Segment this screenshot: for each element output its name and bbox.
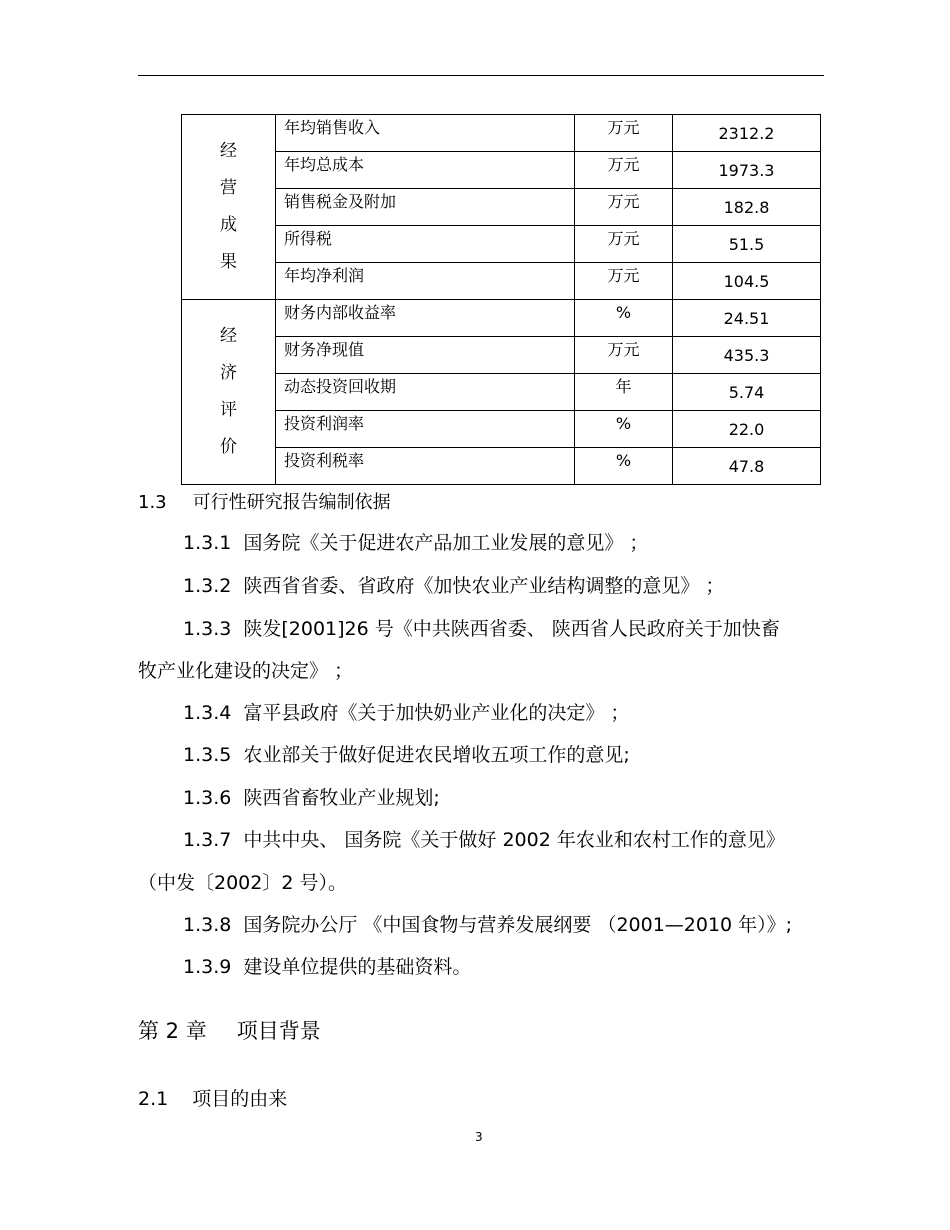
list-item-continuation: 牧产业化建设的决定》 ； [138, 660, 354, 682]
table-row [182, 411, 821, 448]
section-heading-2-1 [138, 1087, 287, 1111]
value-cell: 51.5 [673, 226, 821, 263]
group-label-char: 济 [220, 363, 237, 383]
list-item [183, 955, 471, 979]
item-text: 建设单位提供的基础资料。 [243, 956, 472, 978]
list-item [183, 574, 724, 598]
chapter-title: 项目背景 [236, 1019, 321, 1043]
item-number: 1.3.6 [183, 787, 232, 809]
item-cell: 所得税 [276, 226, 575, 263]
item-cell: 年均销售收入 [276, 115, 575, 152]
item-cell: 动态投资回收期 [276, 374, 575, 411]
group-label-char: 评 [220, 400, 237, 420]
group-label-char: 经 [220, 326, 237, 346]
item-cell: 销售税金及附加 [276, 189, 575, 226]
value-cell: 24.51 [673, 300, 821, 337]
list-item [183, 913, 792, 937]
table-row [182, 300, 821, 337]
group-label-economic-evaluation [182, 300, 276, 485]
table-row [182, 226, 821, 263]
table-row [182, 337, 821, 374]
chapter-number: 第 2 章 [138, 1019, 207, 1043]
item-number: 1.3.3 [183, 618, 232, 640]
item-number: 1.3.2 [183, 575, 232, 597]
unit-cell: 年 [575, 374, 673, 411]
item-text: 陕西省畜牧业产业规划; [243, 787, 440, 809]
item-cell: 投资利税率 [276, 448, 575, 485]
value-cell: 2312.2 [673, 115, 821, 152]
unit-cell: 万元 [575, 152, 673, 189]
item-text: 农业部关于做好促进农民增收五项工作的意见; [243, 744, 630, 766]
economic-summary-table [181, 114, 821, 485]
item-text: 国务院办公厅 《中国食物与营养发展纲要 （2001—2010 年）》; [243, 914, 793, 936]
value-cell: 47.8 [673, 448, 821, 485]
value-cell: 104.5 [673, 263, 821, 300]
value-cell: 5.74 [673, 374, 821, 411]
header-rule [138, 75, 824, 76]
item-cell: 年均总成本 [276, 152, 575, 189]
list-item [183, 786, 440, 810]
table-row [182, 189, 821, 226]
item-number: 1.3.5 [183, 744, 232, 766]
item-number: 1.3.4 [183, 702, 232, 724]
list-item [183, 617, 780, 641]
unit-cell: 万元 [575, 189, 673, 226]
list-item [183, 701, 629, 725]
item-cell: 年均净利润 [276, 263, 575, 300]
group-label-operating-results [182, 115, 276, 300]
unit-cell: 万元 [575, 115, 673, 152]
list-item-continuation: （中发〔2002〕2 号）。 [138, 872, 347, 894]
item-cell: 财务内部收益率 [276, 300, 575, 337]
section-title: 可行性研究报告编制依据 [192, 492, 391, 513]
item-text: 富平县政府《关于加快奶业产业化的决定》 ； [243, 702, 630, 724]
value-cell: 1973.3 [673, 152, 821, 189]
item-number: 1.3.8 [183, 914, 232, 936]
section-heading-1-3 [138, 491, 391, 515]
table-row [182, 152, 821, 189]
item-cell: 财务净现值 [276, 337, 575, 374]
unit-cell: 万元 [575, 337, 673, 374]
item-number: 1.3.1 [183, 532, 232, 554]
section-number: 1.3 [138, 492, 167, 513]
table-row [182, 448, 821, 485]
page-number: 3 [475, 1130, 483, 1144]
unit-cell: % [575, 300, 673, 337]
list-item [183, 828, 785, 852]
item-number: 1.3.9 [183, 956, 232, 978]
unit-cell: 万元 [575, 226, 673, 263]
item-number: 1.3.7 [183, 829, 232, 851]
group-label-char: 果 [220, 252, 237, 272]
value-cell: 22.0 [673, 411, 821, 448]
item-text: 陕西省省委、省政府《加快农业产业结构调整的意见》 ； [243, 575, 725, 597]
list-item [183, 743, 630, 767]
value-cell: 435.3 [673, 337, 821, 374]
section-title: 项目的由来 [192, 1088, 288, 1110]
table-row [182, 374, 821, 411]
unit-cell: 万元 [575, 263, 673, 300]
group-label-char: 营 [220, 178, 237, 198]
chapter-heading [138, 1019, 321, 1043]
item-cell: 投资利润率 [276, 411, 575, 448]
item-text: 国务院《关于促进农产品加工业发展的意见》 ； [243, 532, 649, 554]
section-number: 2.1 [138, 1088, 169, 1110]
unit-cell: % [575, 411, 673, 448]
item-text: 陕发[2001]26 号《中共陕西省委、 陕西省人民政府关于加快畜 [243, 618, 780, 640]
value-cell: 182.8 [673, 189, 821, 226]
group-label-char: 价 [220, 437, 237, 457]
table-row [182, 115, 821, 152]
group-label-char: 经 [220, 141, 237, 161]
table-row [182, 263, 821, 300]
unit-cell: % [575, 448, 673, 485]
item-text: 中共中央、 国务院《关于做好 2002 年农业和农村工作的意见》 [243, 829, 785, 851]
list-item [183, 531, 648, 555]
group-label-char: 成 [220, 215, 237, 235]
